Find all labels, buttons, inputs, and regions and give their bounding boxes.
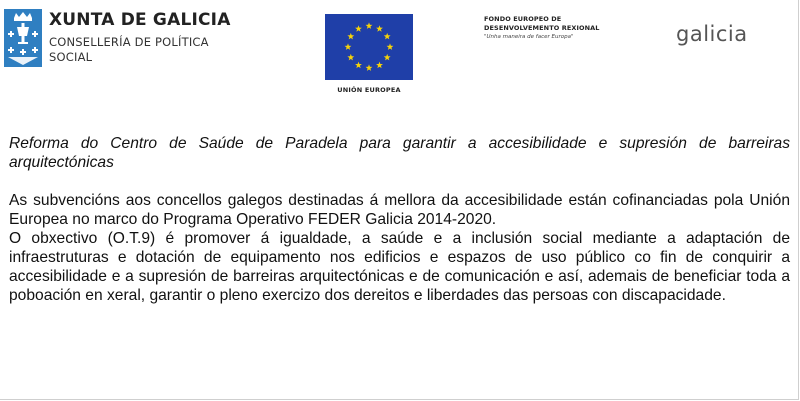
xunta-logo	[4, 9, 231, 67]
eu-caption: UNIÓN EUROPEA	[337, 86, 401, 94]
spacer	[9, 172, 790, 191]
eu-star-icon	[387, 43, 394, 50]
feder-title	[484, 15, 600, 33]
eu-star-icon	[355, 25, 362, 32]
eu-logo	[325, 14, 413, 94]
header-logos	[0, 0, 800, 105]
project-title: Reforma do Centro de Saúde de Paradela para garantir a accesibilidade e supresión de barreiras arquitectónicas	[9, 135, 790, 171]
eu-star-icon	[355, 62, 362, 69]
xunta-subtitle	[49, 35, 231, 64]
paragraph-objective: O obxectivo (O.T.9) é promover á igualdade, a saúde e a inclusión social mediante a adaptación de infraestruturas e dotación de equipamento nos edificios e espazos de uso público co fin de conquirir a accesibilidade e a supresión de barreiras arquitectónicas e de comunicación e así, ademais de beneficiar toda a poboación en xeral, garantir o pleno exercizo dos dereitos e liberdades das persoas con discapacidade.	[9, 230, 790, 304]
eu-star-icon	[366, 64, 373, 71]
feder-title-line1: FONDO EUROPEO DE	[484, 15, 562, 23]
feder-logo	[484, 15, 600, 40]
galicia-logo: galicia	[676, 22, 748, 46]
eu-star-icon	[366, 22, 373, 29]
paragraph-funding: As subvencións aos concellos galegos destinadas á mellora da accesibilidade están cofinanciadas pola Unión Europea no marco do Programa Operativo FEDER Galicia 2014-2020.	[9, 192, 790, 228]
feder-title-line2: DESENVOLVEMENTO REXIONAL	[484, 24, 600, 32]
eu-star-icon	[345, 43, 352, 50]
eu-flag-icon	[325, 14, 413, 80]
xunta-title: XUNTA DE GALICIA	[49, 10, 231, 30]
feder-tagline: "Unha maneira de facer Europa"	[484, 34, 574, 40]
xunta-text	[49, 10, 231, 64]
eu-star-icon	[384, 33, 391, 40]
eu-star-icon	[347, 54, 354, 61]
xunta-subtitle-line2: SOCIAL	[49, 49, 93, 64]
xunta-subtitle-line1: CONSELLERÍA DE POLÍTICA	[49, 35, 209, 49]
main-content	[9, 134, 790, 305]
eu-star-icon	[384, 54, 391, 61]
xunta-shield-icon	[4, 9, 42, 67]
eu-star-icon	[347, 33, 354, 40]
eu-star-icon	[376, 62, 383, 69]
eu-star-icon	[376, 25, 383, 32]
